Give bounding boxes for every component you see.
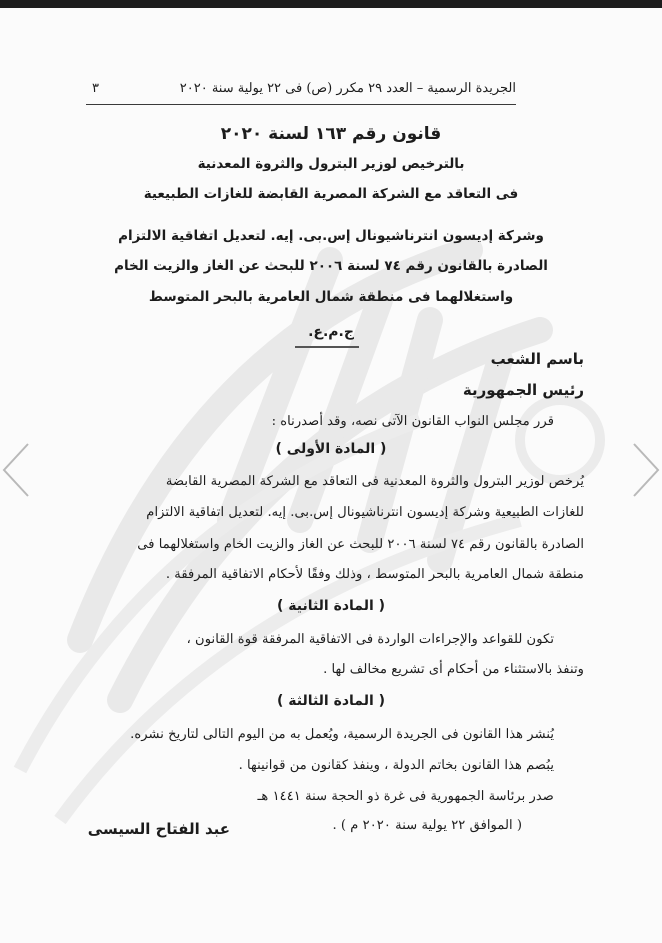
previous-page-arrow-icon[interactable] [0, 440, 34, 500]
article-1-line: الصادرة بالقانون رقم ٧٤ لسنة ٢٠٠٦ للبحث عن الغاز والزيت الخام واستغلالهما فى [137, 537, 584, 552]
law-title: قانون رقم ١٦٣ لسنة ٢٠٢٠ [220, 124, 442, 144]
decision-line: قرر مجلس النواب القانون الآتى نصه، وقد أصدرناه : [271, 414, 554, 429]
issuance-date-gregorian: ( الموافق ٢٢ يولية سنة ٢٠٢٠ م ) . [332, 818, 522, 833]
subtitle-line: بالترخيص لوزير البترول والثروة المعدنية [197, 156, 465, 172]
page-number: ٣ [92, 81, 99, 96]
article-2-line: وتنفذ بالاستثناء من أحكام أى تشريع مخالف لها . [323, 662, 584, 677]
code-underline [295, 346, 359, 348]
article-1-line: يُرخص لوزير البترول والثروة المعدنية فى التعاقد مع الشركة المصرية القابضة [165, 474, 584, 489]
header-divider [86, 104, 516, 105]
article-1-line: منطقة شمال العامرية بالبحر المتوسط ، وذلك وفقًا لأحكام الاتفاقية المرفقة . [165, 567, 584, 582]
article-3-line: يبُصم هذا القانون بخاتم الدولة ، وينفذ كقانون من قوانينها . [238, 758, 554, 773]
article-1-heading: ( المادة الأولى ) [275, 441, 387, 457]
state-code: ج.م.ع. [308, 324, 354, 340]
top-bar [0, 0, 662, 8]
article-3-heading: ( المادة الثالثة ) [276, 693, 386, 709]
subtitle-line: فى التعاقد مع الشركة المصرية القابضة للغازات الطبيعية [143, 186, 519, 202]
issuance-date-hijri: صدر برئاسة الجمهورية فى غرة ذو الحجة سنة ١٤٤١ هـ [257, 789, 554, 804]
article-2-line: تكون للقواعد والإجراءات الواردة فى الاتفاقية المرفقة قوة القانون ، [186, 632, 554, 647]
subtitle-line: واستغلالهما فى منطقة شمال العامرية بالبحر المتوسط [148, 289, 514, 305]
next-page-arrow-icon[interactable] [628, 440, 662, 500]
signatory-name: عبد الفتاح السيسى [87, 820, 230, 838]
president-label: رئيس الجمهورية [462, 381, 584, 399]
gazette-header-text: الجريدة الرسمية – العدد ٢٩ مكرر (ص) فى ٢٢ يولية سنة ٢٠٢٠ [179, 81, 516, 96]
running-header [92, 78, 516, 102]
subtitle-line: وشركة إديسون انترناشيونال إس.بى. إيه. لتعديل اتفاقية الالتزام [118, 228, 544, 244]
in-name-of-people: باسم الشعب [490, 350, 584, 368]
article-2-heading: ( المادة الثانية ) [276, 598, 386, 614]
subtitle-line: الصادرة بالقانون رقم ٧٤ لسنة ٢٠٠٦ للبحث عن الغاز والزيت الخام [114, 258, 548, 274]
article-3-line: يُنشر هذا القانون فى الجريدة الرسمية، ويُعمل به من اليوم التالى لتاريخ نشره. [130, 727, 554, 742]
article-1-line: للغازات الطبيعية وشركة إديسون انترناشيونال إس.بى. إيه. لتعديل اتفاقية الالتزام [146, 505, 584, 520]
